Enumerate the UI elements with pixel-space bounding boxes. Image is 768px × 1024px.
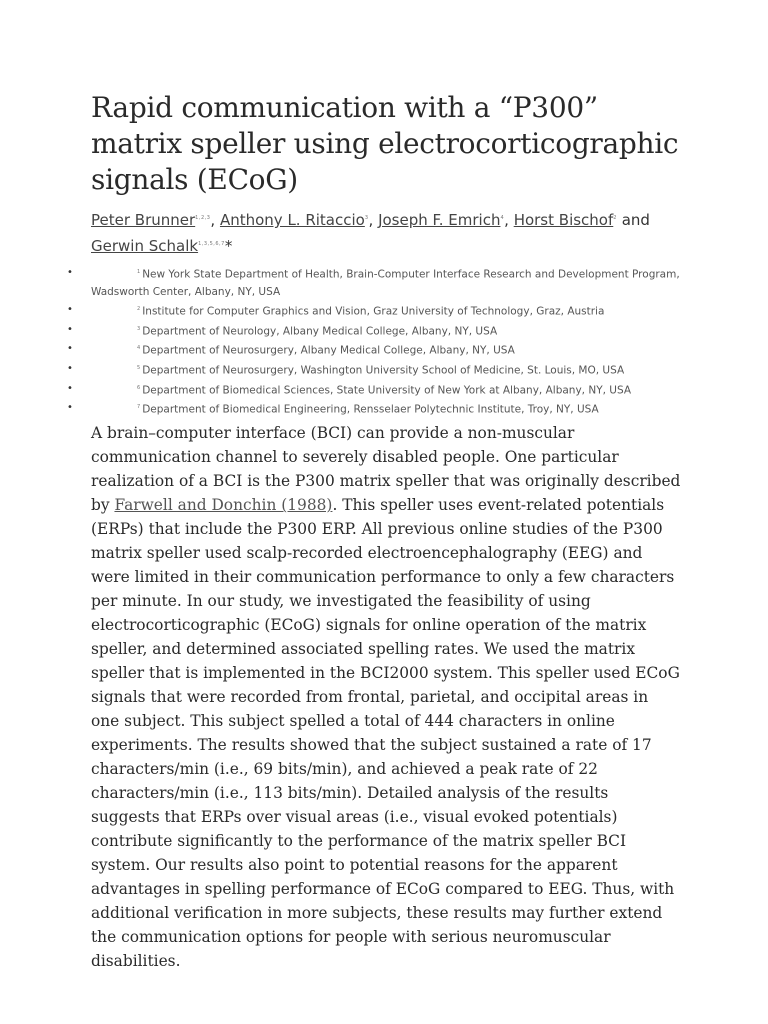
author-link[interactable]: Peter Brunner [91,211,196,229]
affiliation-number: 1 [137,269,141,275]
corresponding-author-marker: * [224,237,233,255]
author-link[interactable]: Horst Bischof [513,211,614,229]
article-title: Rapid communication with a “P300” matrix speller using electrocorticographic signals (ECoG) [91,91,679,196]
affiliation-number: 4 [137,345,141,352]
author-separator: , [210,211,220,229]
affiliation-text: New York State Department of Health, Brain-Computer Interface Research and Development Program, Wadsworth Center, Albany, NY, USA [91,268,680,298]
affiliation-text: Institute for Computer Graphics and Vision, Graz University of Technology, Graz, Austria [142,305,605,318]
affiliation-item [67,399,681,419]
author-link[interactable]: Joseph F. Emrich [378,211,501,229]
bullet-icon: • [67,363,73,375]
affiliation-text: Department of Neurosurgery, Albany Medical College, Albany, NY, USA [142,344,515,357]
affiliation-text: Department of Neurology, Albany Medical College, Albany, NY, USA [142,325,498,338]
bullet-icon: • [67,402,73,414]
author-separator: , [504,211,514,229]
affiliation-number: 6 [137,384,141,391]
affiliation-number: 5 [137,365,141,372]
author-list [91,206,681,258]
bullet-icon: • [67,382,73,394]
author-affiliation-ref: 4 [500,215,505,221]
affiliation-list [67,264,681,419]
affiliation-item [67,321,681,341]
affiliation-number: 7 [137,404,141,411]
author-affiliation-ref: 1,2,3 [195,215,211,221]
abstract-text-rest: . This speller uses event-related potentials (ERPs) that include the P300 ERP. All previous online studies of the P300 matrix speller used scalp-recorded electroencephalography (EEG) and were limited in their communication performance to only a few characters per minute. In our study, we investigated the feasibility of using electrocorticographic (ECoG) signals for online operation of the matrix speller, and determined associated spelling rates. We used the matrix speller that is implemented in the BCI2000 system. This speller used ECoG signals that were recorded from frontal, parietal, and occipital areas in one subject. This subject spelled a total of 444 characters in online experiments. The results showed that the subject sustained a rate of 17 characters/min (i.e., 69 bits/min), and achieved a peak rate of 22 characters/min (i.e., 113 bits/min). Detailed analysis of the results suggests that ERPs over visual areas (i.e., visual evoked potentials) contribute significantly to the performance of the matrix speller BCI system. Our results also point to potential reasons for the apparent advantages in spelling performance of ECoG compared to EEG. Thus, with additional verification in more subjects, these results may further extend the communication options for people with serious neuromuscular disabilities. [91,496,680,971]
affiliation-text: Department of Biomedical Engineering, Rensselaer Polytechnic Institute, Troy, NY, USA [142,403,599,416]
affiliation-item [67,380,681,400]
affiliation-text: Department of Neurosurgery, Washington University School of Medicine, St. Louis, MO, USA [142,364,625,377]
abstract-paragraph [91,421,681,973]
affiliation-item [67,301,681,321]
author-affiliation-ref: 2 [613,215,617,221]
bullet-icon: • [67,267,73,278]
author-affiliation-ref: 3 [364,215,369,221]
bullet-icon: • [67,323,73,335]
bullet-icon: • [67,343,73,355]
article [67,90,681,973]
affiliation-number: 3 [137,325,141,332]
citation-link[interactable]: Farwell and Donchin (1988) [114,496,333,515]
bullet-icon: • [67,303,73,315]
author-separator: , [368,211,379,229]
affiliation-text: Department of Biomedical Sciences, State University of New York at Albany, Albany, NY, USA [142,384,632,397]
author-affiliation-ref: 1,3,5,6,7 [198,241,225,247]
affiliation-item [67,264,681,301]
affiliation-item [67,360,681,380]
author-link[interactable]: Anthony L. Ritaccio [219,211,365,229]
affiliation-number: 2 [137,305,141,312]
author-link[interactable]: Gerwin Schalk [91,237,199,255]
affiliation-item [67,340,681,360]
author-separator: and [616,211,650,229]
abstract-text-start: A brain–computer interface (BCI) can provide a non-muscular communication channel to severely disabled people. One particular realization of a BCI is the P300 matrix speller that was originally described by [91,424,681,515]
